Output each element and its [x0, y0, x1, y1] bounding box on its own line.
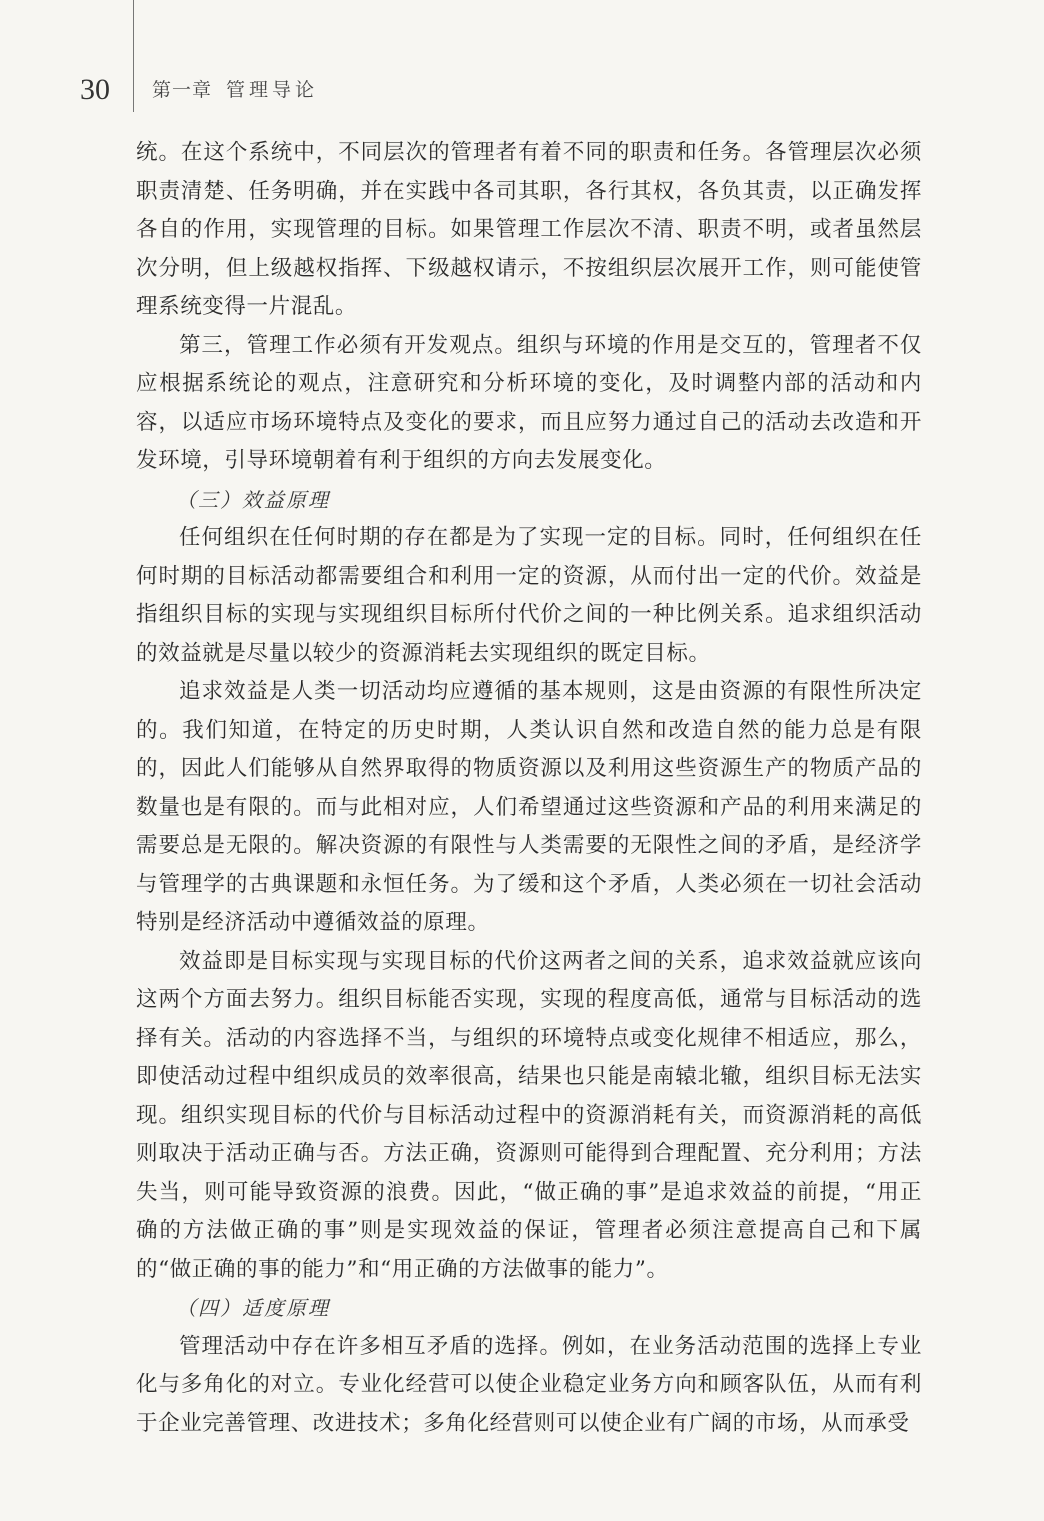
paragraph-3: 任何组织在任何时期的存在都是为了实现一定的目标。同时，任何组织在任何时期的目标活动都需要组合和利用一定的资源，从而付出一定的代价。效益是指组织目标的实现与实现组织目标所付代价之间的一种比例关系。追求组织活动的效益就是尽量以较少的资源消耗去实现组织的既定目标。 [136, 525, 922, 666]
header-divider [133, 0, 134, 112]
running-head [152, 76, 318, 104]
section-heading-4: （四）适度原理 [176, 1296, 330, 1320]
paragraph-6: 管理活动中存在许多相互矛盾的选择。例如，在业务活动范围的选择上专业化与多角化的对立。专业化经营可以使企业稳定业务方向和顾客队伍，从而有利于企业完善管理、改进技术；多角化经营则可以使企业有广阔的市场，从而承受 [136, 1333, 922, 1436]
page-body [136, 134, 922, 1443]
page-number: 30 [80, 73, 110, 106]
chapter-title: 管理导论 [226, 79, 319, 101]
section-heading-3: （三）效益原理 [176, 487, 330, 512]
paragraph-1: 统。在这个系统中，不同层次的管理者有着不同的职责和任务。各管理层次必须职责清楚、任务明确，并在实践中各司其职，各行其权，各负其责，以正确发挥各自的作用，实现管理的目标。如果管理工作层次不清、职责不明，或者虽然层次分明，但上级越权指挥、下级越权请示，不按组织层次展开工作，则可能使管理系统变得一片混乱。 [136, 140, 922, 319]
chapter-label: 第一章 [152, 79, 213, 101]
paragraph-2: 第三，管理工作必须有开发观点。组织与环境的作用是交互的，管理者不仅应根据系统论的观点，注意研究和分析环境的变化，及时调整内部的活动和内容，以适应市场环境特点及变化的要求，而且应努力通过自己的活动去改造和开发环境，引导环境朝着有利于组织的方向去发展变化。 [136, 332, 922, 473]
paragraph-5: 效益即是目标实现与实现目标的代价这两者之间的关系，追求效益就应该向这两个方面去努力。组织目标能否实现，实现的程度高低，通常与目标活动的选择有关。活动的内容选择不当，与组织的环境特点或变化规律不相适应，那么，即使活动过程中组织成员的效率很高，结果也只能是南辕北辙，组织目标无法实现。组织实现目标的代价与目标活动过程中的资源消耗有关，而资源消耗的高低则取决于活动正确与否。方法正确，资源则可能得到合理配置、充分利用；方法失当，则可能导致资源的浪费。因此，“做正确的事”是追求效益的前提，“用正确的方法做正确的事”则是实现效益的保证，管理者必须注意提高自己和下属的“做正确的事的能力”和“用正确的方法做事的能力”。 [136, 948, 922, 1282]
paragraph-4: 追求效益是人类一切活动均应遵循的基本规则，这是由资源的有限性所决定的。我们知道，在特定的历史时期，人类认识自然和改造自然的能力总是有限的，因此人们能够从自然界取得的物质资源以及利用这些资源生产的物质产品的数量也是有限的。而与此相对应，人们希望通过这些资源和产品的利用来满足的需要总是无限的。解决资源的有限性与人类需要的无限性之间的矛盾，是经济学与管理学的古典课题和永恒任务。为了缓和这个矛盾，人类必须在一切社会活动特别是经济活动中遵循效益的原理。 [136, 679, 922, 935]
